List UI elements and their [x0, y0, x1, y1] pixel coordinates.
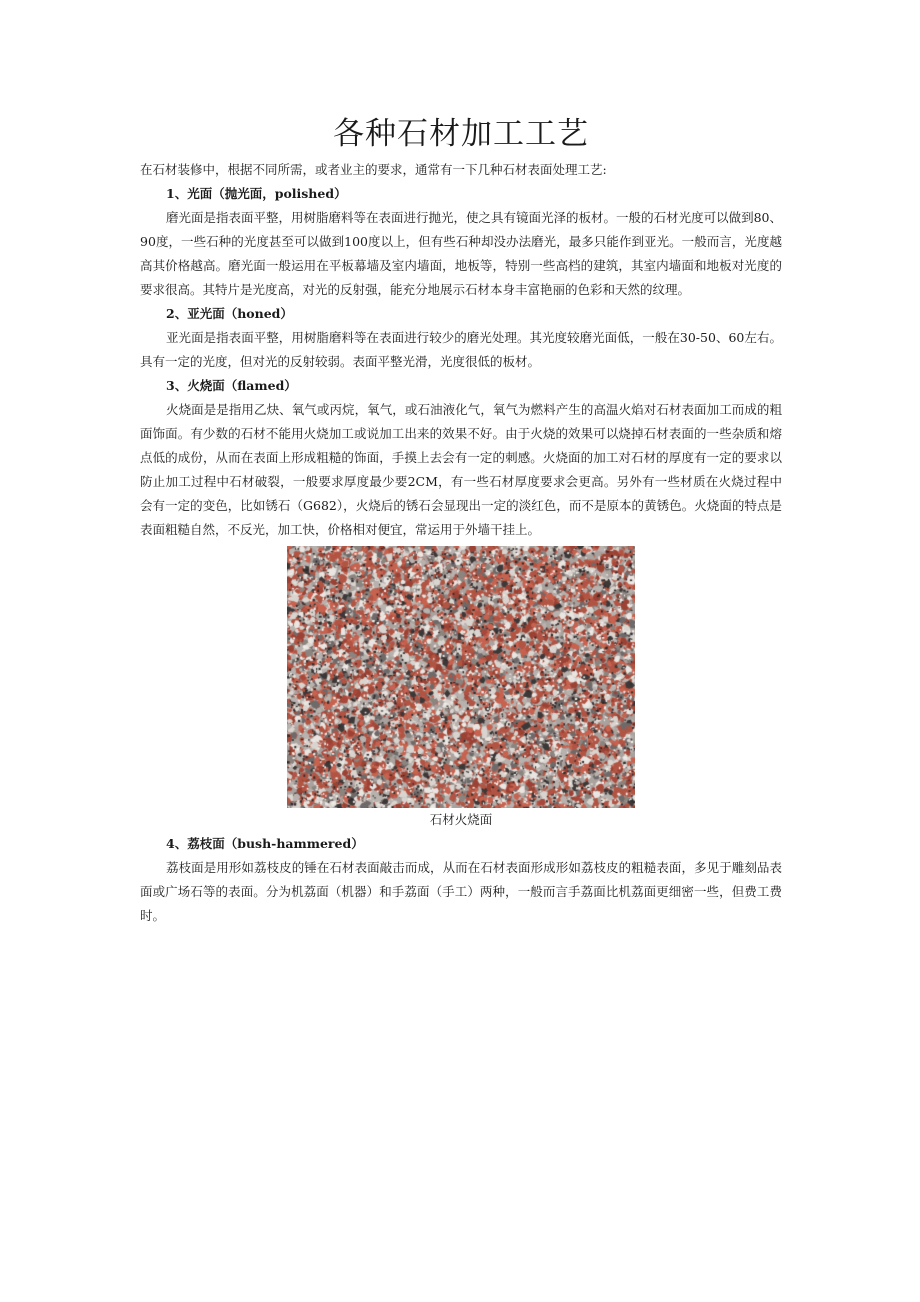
document-title: 各种石材加工工艺 — [333, 116, 589, 152]
figure — [140, 546, 782, 832]
section-heading-flamed: 3、火烧面（flamed） — [166, 378, 297, 393]
intro-paragraph: 在石材装修中，根据不同所需，或者业主的要求，通常有一下几种石材表面处理工艺: — [140, 162, 607, 177]
section-body-flamed: 火烧面是是指用乙炔、氧气或丙烷，氧气，或石油液化气，氧气为燃料产生的高温火焰对石材表面加工而成的粗面饰面。有少数的石材不能用火烧加工或说加工出来的效果不好。由于火烧的效果可以烧掉石材表面的一些杂质和熔点低的成份，从而在表面上形成粗糙的饰面，手摸上去会有一定的刺感。火烧面的加工对石材的厚度有一定的要求以防止加工过程中石材破裂，一般要求厚度最少要2CM，有一些石材厚度要求会更高。另外有一些材质在火烧过程中会有一定的变色，比如锈石（G682），火烧后的锈石会显现出一定的淡红色，而不是原本的黄锈色。火烧面的特点是表面粗糙自然，不反光，加工快，价格相对便宜，常运用于外墙干挂上。 — [140, 402, 782, 537]
section-body-bush-hammered: 荔枝面是用形如荔枝皮的锤在石材表面敲击而成，从而在石材表面形成形如荔枝皮的粗糙表面，多见于雕刻品表面或广场石等的表面。分为机荔面（机器）和手荔面（手工）两种，一般而言手荔面比机荔面更细密一些，但费工费时。 — [140, 860, 782, 923]
section-body-polished: 磨光面是指表面平整，用树脂磨料等在表面进行抛光，使之具有镜面光泽的板材。一般的石材光度可以做到80、90度，一些石种的光度甚至可以做到100度以上，但有些石种却没办法磨光，最多只能作到亚光。一般而言，光度越高其价格越高。磨光面一般运用在平板幕墙及室内墙面，地板等，特别一些高档的建筑，其室内墙面和地板对光度的要求很高。其特片是光度高，对光的反射强，能充分地展示石材本身丰富艳丽的色彩和天然的纹理。 — [140, 210, 782, 297]
document-page — [140, 112, 782, 928]
section-heading-honed: 2、亚光面（honed） — [166, 306, 293, 321]
section-heading-bush-hammered: 4、荔枝面（bush-hammered） — [166, 836, 364, 851]
granite-texture-image — [287, 546, 635, 808]
section-body-honed: 亚光面是指表面平整，用树脂磨料等在表面进行较少的磨光处理。其光度较磨光面低，一般在30-50、60左右。具有一定的光度，但对光的反射较弱。表面平整光滑，光度很低的板材。 — [140, 330, 782, 369]
figure-caption: 石材火烧面 — [429, 812, 493, 827]
section-heading-polished: 1、光面（抛光面，polished） — [166, 186, 347, 201]
